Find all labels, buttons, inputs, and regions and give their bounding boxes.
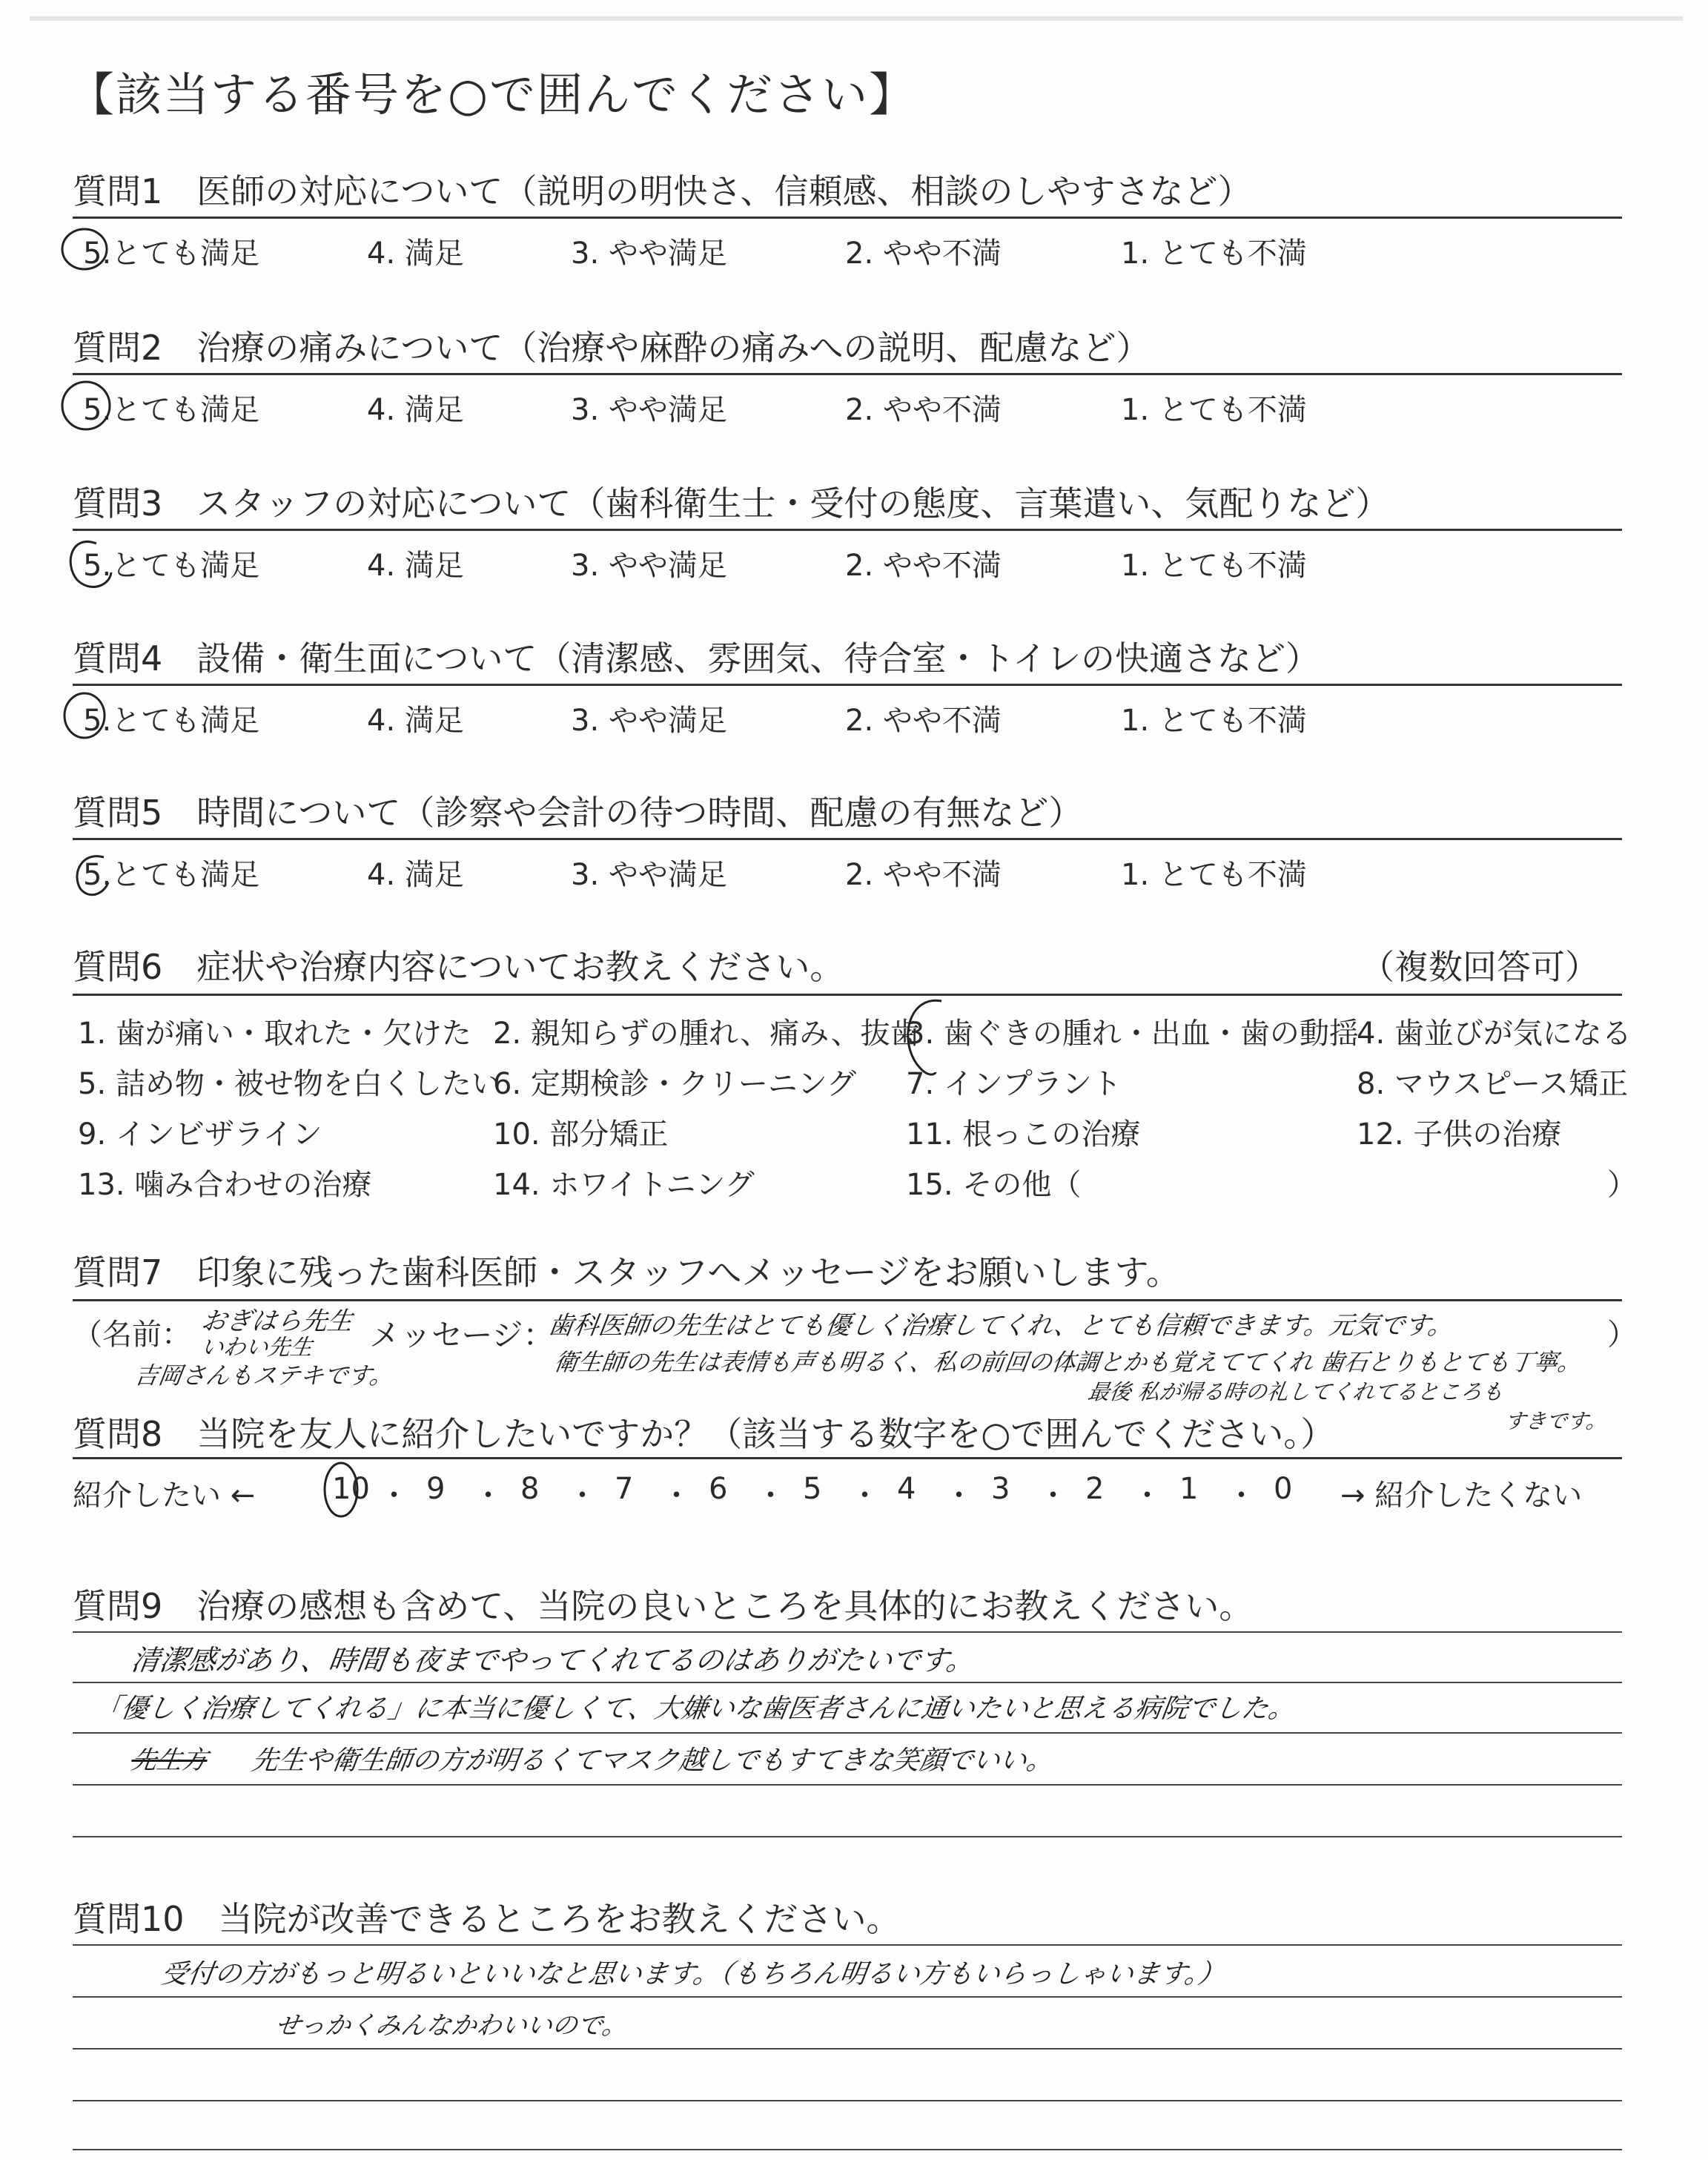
q2-rule (73, 373, 1622, 375)
q6-option-4[interactable]: 4. 歯並びが気になる (1357, 1017, 1632, 1051)
q10-title (73, 1892, 901, 1941)
q1-label: 質問1 (73, 171, 163, 211)
q6-title (73, 940, 844, 989)
q8-label: 質問8 (73, 1414, 163, 1454)
q6-other-close: ） (1607, 1168, 1637, 1202)
q3-option-3[interactable]: 3. やや満足 (571, 549, 727, 583)
scale-separator: ・ (850, 1479, 880, 1513)
q8-left-label: 紹介したい ← (73, 1479, 256, 1513)
scale-value-0[interactable]: 0 (1274, 1472, 1293, 1506)
q7-hw-name-3: 吉岡さんもステキです。 (133, 1361, 396, 1390)
q2-option-1[interactable]: 1. とても不満 (1121, 393, 1307, 427)
q9-hw-line-3: 先生や衛生師の方が明るくてマスク越しでもすてきな笑顔でいい。 (249, 1745, 1056, 1776)
q4-option-2[interactable]: 2. やや不満 (845, 704, 1002, 738)
q4-option-4[interactable]: 4. 満足 (367, 704, 464, 738)
q2-label: 質問2 (73, 328, 163, 368)
scale-value-2[interactable]: 2 (1085, 1472, 1105, 1506)
q9-line-1 (73, 1631, 1622, 1633)
q5-option-1[interactable]: 1. とても不満 (1121, 858, 1307, 892)
q6-rule (73, 994, 1622, 996)
q6-option-9[interactable]: 9. インビザライン (78, 1117, 322, 1152)
q5-rule (73, 838, 1622, 840)
q2-text: 治療の痛みについて（治療や麻酔の痛みへの説明、配慮など） (196, 328, 1151, 368)
q6-option-14[interactable]: 14. ホワイトニング (493, 1168, 755, 1202)
q4-label: 質問4 (73, 638, 163, 678)
q6-option-7[interactable]: 7. インプラント (906, 1067, 1122, 1101)
q9-hw-line-2: 「優しく治療してくれる」に本当に優しくて、大嫌いな歯医者さんに通いたいと思える病院でした。 (92, 1694, 1297, 1724)
q8-rule (73, 1457, 1622, 1459)
q4-option-1[interactable]: 1. とても不満 (1121, 704, 1307, 738)
q5-option-4[interactable]: 4. 満足 (367, 858, 464, 892)
q7-text: 印象に残った歯科医師・スタッフへメッセージをお願いします。 (196, 1252, 1180, 1292)
q1-text: 医師の対応について（説明の明快さ、信頼感、相談のしやすさなど） (196, 171, 1252, 211)
q2-title (73, 321, 1150, 370)
q7-hw-message-3: 最後 私が帰る時の礼してくれてるところも (1086, 1379, 1506, 1404)
scale-value-7[interactable]: 7 (615, 1472, 634, 1506)
q10-line-2 (73, 1996, 1622, 1998)
scale-separator: ・ (1226, 1479, 1257, 1513)
scale-separator: ・ (944, 1479, 974, 1513)
q3-option-5[interactable]: 5.とても満足 (83, 549, 260, 583)
q9-hw-line-1: 清潔感があり、時間も夜までやってくれてるのはありがたいです。 (129, 1644, 977, 1677)
q1-option-3[interactable]: 3. やや満足 (571, 237, 727, 271)
scale-value-3[interactable]: 3 (991, 1472, 1010, 1506)
q7-label: 質問7 (73, 1252, 163, 1292)
q3-option-1[interactable]: 1. とても不満 (1121, 549, 1307, 583)
q2-option-3[interactable]: 3. やや満足 (571, 393, 727, 427)
scale-value-5[interactable]: 5 (803, 1472, 822, 1506)
q6-option-11[interactable]: 11. 根っこの治療 (906, 1117, 1141, 1152)
q3-rule (73, 529, 1622, 531)
q6-text: 症状や治療内容についてお教えください。 (196, 947, 844, 987)
q10-line-5 (73, 2149, 1622, 2150)
q7-hw-name-1: おぎはら先生 (199, 1307, 355, 1336)
scale-separator: ・ (755, 1479, 786, 1513)
q4-rule (73, 684, 1622, 686)
q3-option-4[interactable]: 4. 満足 (367, 549, 464, 583)
q10-label: 質問10 (73, 1899, 185, 1939)
q3-option-2[interactable]: 2. やや不満 (845, 549, 1002, 583)
q8-title (73, 1407, 1334, 1456)
q1-rule (73, 217, 1622, 219)
scale-value-10[interactable]: 10 (332, 1472, 370, 1506)
q5-option-3[interactable]: 3. やや満足 (571, 858, 727, 892)
q10-line-1 (73, 1944, 1622, 1946)
q9-line-5 (73, 1836, 1622, 1837)
q4-title (73, 632, 1320, 681)
q7-hw-message-4: すきです。 (1503, 1409, 1609, 1433)
q9-label: 質問9 (73, 1586, 163, 1626)
q9-hw-line-3-struck: 先生方 (129, 1745, 210, 1775)
scale-separator: ・ (1038, 1479, 1068, 1513)
scale-separator: ・ (1132, 1479, 1162, 1513)
q6-option-5[interactable]: 5. 詰め物・被せ物を白くしたい (78, 1067, 501, 1101)
q9-title (73, 1579, 1253, 1628)
q1-title (73, 165, 1252, 214)
q6-option-12[interactable]: 12. 子供の治療 (1357, 1117, 1562, 1152)
scale-separator: ・ (661, 1479, 692, 1513)
q6-option-13[interactable]: 13. 噛み合わせの治療 (78, 1168, 372, 1202)
q6-label: 質問6 (73, 947, 163, 987)
q7-message-label: メッセージ： (369, 1317, 555, 1353)
q6-option-10[interactable]: 10. 部分矯正 (493, 1117, 669, 1152)
q6-option-1[interactable]: 1. 歯が痛い・取れた・欠けた (78, 1017, 471, 1051)
q1-option-5[interactable]: 5.とても満足 (83, 237, 260, 271)
q1-option-1[interactable]: 1. とても不満 (1121, 237, 1307, 271)
scale-separator: ・ (473, 1479, 503, 1513)
scale-value-1[interactable]: 1 (1179, 1472, 1199, 1506)
q5-option-5[interactable]: 5.とても満足 (83, 858, 260, 892)
q7-hw-name-2: いわい先生 (199, 1335, 314, 1361)
q10-hw-line-1: 受付の方がもっと明るいといいなと思います。（もちろん明るい方もいらっしゃいます。） (159, 1959, 1227, 1989)
q5-option-2[interactable]: 2. やや不満 (845, 858, 1002, 892)
q7-name-label: （名前： (73, 1318, 191, 1352)
q10-text: 当院が改善できるところをお教えください。 (218, 1899, 901, 1939)
q7-close-paren: ） (1607, 1318, 1637, 1352)
q10-hw-line-2: せっかくみんなかわいいので。 (273, 2011, 629, 2041)
q10-line-3 (73, 2048, 1622, 2050)
q5-label: 質問5 (73, 793, 163, 833)
q9-line-2 (73, 1682, 1622, 1683)
q9-text: 治療の感想も含めて、当院の良いところを具体的にお教えください。 (196, 1586, 1254, 1626)
q7-hw-message-1: 歯科医師の先生はとても優しく治療してくれ、とても信頼できます。元気です。 (546, 1311, 1455, 1341)
q3-text: スタッフの対応について（歯科衛生士・受付の態度、言葉遣い、気配りなど） (196, 483, 1390, 524)
q1-option-4[interactable]: 4. 満足 (367, 237, 464, 271)
q5-title (73, 786, 1082, 835)
q2-option-2[interactable]: 2. やや不満 (845, 393, 1002, 427)
top-border (30, 16, 1683, 21)
q9-line-3 (73, 1732, 1622, 1734)
scale-separator: ・ (567, 1479, 598, 1513)
q7-title (73, 1246, 1180, 1295)
q5-text: 時間について（診察や会計の待つ時間、配慮の有無など） (196, 793, 1083, 833)
q6-option-8[interactable]: 8. マウスピース矯正 (1357, 1067, 1629, 1101)
q7-hw-message-2: 衛生師の先生は表情も声も明るく、私の前回の体調とかも覚えててくれ 歯石とりもとても丁寧。 (552, 1348, 1583, 1376)
scale-value-6[interactable]: 6 (709, 1472, 728, 1506)
q6-option-3[interactable]: 3. 歯ぐきの腫れ・出血・歯の動揺 (906, 1017, 1359, 1051)
q3-label: 質問3 (73, 483, 163, 524)
scale-value-4[interactable]: 4 (897, 1472, 916, 1506)
q8-right-label: → 紹介したくない (1340, 1479, 1583, 1513)
page-title: 【該当する番号を○で囲んでください】 (68, 67, 917, 122)
q9-line-4 (73, 1784, 1622, 1786)
scale-value-9[interactable]: 9 (426, 1472, 446, 1506)
q4-text: 設備・衛生面について（清潔感、雰囲気、待合室・トイレの快適さなど） (196, 638, 1320, 678)
q6-option-15[interactable]: 15. その他（ (906, 1168, 1082, 1202)
q6-option-2[interactable]: 2. 親知らずの腫れ、痛み、抜歯 (493, 1017, 920, 1051)
q1-option-2[interactable]: 2. やや不満 (845, 237, 1002, 271)
q2-option-5[interactable]: 5.とても満足 (83, 393, 260, 427)
q4-option-5[interactable]: 5.とても満足 (83, 704, 260, 738)
q6-note: （複数回答可） (1360, 947, 1599, 987)
q8-text: 当院を友人に紹介したいですか？（該当する数字を○で囲んでください。） (196, 1414, 1335, 1454)
q2-option-4[interactable]: 4. 満足 (367, 393, 464, 427)
scale-value-8[interactable]: 8 (520, 1472, 540, 1506)
q3-title (73, 477, 1389, 526)
q6-option-6[interactable]: 6. 定期検診・クリーニング (493, 1067, 857, 1101)
q4-option-3[interactable]: 3. やや満足 (571, 704, 727, 738)
q10-line-4 (73, 2100, 1622, 2101)
scale-separator: ・ (379, 1479, 409, 1513)
